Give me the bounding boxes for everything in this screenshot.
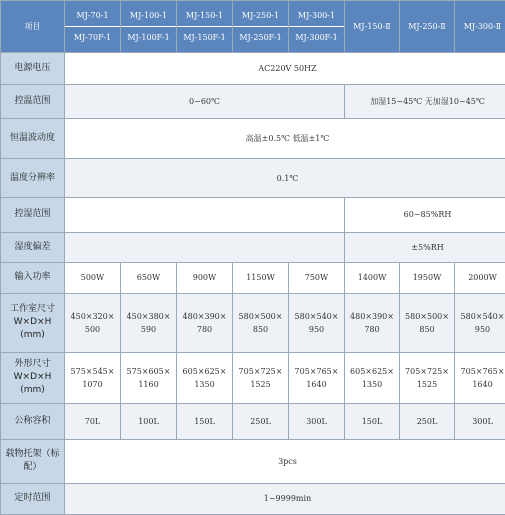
header-model-2 xyxy=(121,1,177,53)
size-wd: 605×625× xyxy=(350,366,394,376)
label-line: 外形尺寸 xyxy=(14,359,51,370)
size-h: 780 xyxy=(364,324,380,334)
volume-cell: 250L xyxy=(400,403,455,439)
size-wd: 705×725× xyxy=(238,366,283,376)
row-value-series-ii: ±5%RH xyxy=(345,232,505,262)
row-empty-series-i xyxy=(65,232,345,262)
header-item-label: 项目 xyxy=(1,1,65,53)
size-h: 1525 xyxy=(250,379,271,389)
volume-cell: 250L xyxy=(233,403,289,439)
row-label: 公称容积 xyxy=(1,403,65,439)
size-h: 1160 xyxy=(138,379,159,389)
header-row xyxy=(1,1,505,53)
size-wd: 450×320× xyxy=(70,311,115,321)
power-cell: 1950W xyxy=(400,262,455,293)
size-wd: 480×390× xyxy=(182,311,227,321)
label-line: (mm) xyxy=(20,385,45,396)
row-temp-range xyxy=(1,85,505,119)
size-h: 590 xyxy=(140,324,157,334)
power-cell: 1150W xyxy=(233,262,289,293)
power-cell: 1400W xyxy=(345,262,400,293)
model-name-f: MJ-250F-1 xyxy=(239,32,282,42)
size-cell xyxy=(121,352,177,403)
size-wd: 580×500× xyxy=(405,311,449,321)
size-h: 1525 xyxy=(416,379,438,389)
size-cell xyxy=(177,352,233,403)
power-cell: 650W xyxy=(121,262,177,293)
row-value: AC220V 50HZ xyxy=(65,52,505,84)
label-line: W×D×H xyxy=(13,317,52,328)
row-humidity-range xyxy=(1,198,505,232)
row-label: 控湿范围 xyxy=(1,198,65,232)
row-label: 恒温波动度 xyxy=(1,119,65,158)
row-input-power xyxy=(1,262,505,293)
row-temp-resolution xyxy=(1,158,505,197)
model-name-f: MJ-70F-1 xyxy=(73,32,112,42)
size-cell xyxy=(345,352,400,403)
size-cell xyxy=(345,293,400,352)
size-cell xyxy=(455,352,505,403)
row-label xyxy=(1,293,65,352)
size-h: 850 xyxy=(419,324,435,334)
header-model-1 xyxy=(65,1,121,53)
row-outer-size xyxy=(1,352,505,403)
volume-cell: 100L xyxy=(121,403,177,439)
size-cell xyxy=(65,352,121,403)
size-h: 950 xyxy=(308,324,325,334)
size-h: 1350 xyxy=(361,379,383,389)
size-cell xyxy=(233,293,289,352)
size-wd: 705×725× xyxy=(405,366,449,376)
power-cell: 2000W xyxy=(455,262,505,293)
size-h: 1070 xyxy=(82,379,103,389)
model-name: MJ-100-1 xyxy=(121,5,176,27)
volume-cell: 70L xyxy=(65,403,121,439)
model-name-f: MJ-300F-1 xyxy=(295,32,338,42)
header-model-ii-3: MJ-300-Ⅱ xyxy=(455,1,505,53)
label-line: (mm) xyxy=(20,330,45,341)
size-cell xyxy=(233,352,289,403)
model-name: MJ-250-1 xyxy=(233,5,288,27)
row-label: 湿度偏差 xyxy=(1,232,65,262)
volume-cell: 150L xyxy=(177,403,233,439)
row-label: 温度分辨率 xyxy=(1,158,65,197)
row-power-supply xyxy=(1,52,505,84)
row-value: 0.1℃ xyxy=(65,158,505,197)
row-volume xyxy=(1,403,505,439)
row-value-series-i: 0~60℃ xyxy=(65,85,345,119)
size-cell xyxy=(400,352,455,403)
row-label: 输入功率 xyxy=(1,262,65,293)
size-cell xyxy=(289,352,345,403)
size-h: 1640 xyxy=(306,379,327,389)
power-cell: 500W xyxy=(65,262,121,293)
row-chamber-size xyxy=(1,293,505,352)
power-cell: 750W xyxy=(289,262,345,293)
size-cell xyxy=(65,293,121,352)
volume-cell: 150L xyxy=(345,403,400,439)
model-name: MJ-70-1 xyxy=(65,5,120,27)
model-name: MJ-150-1 xyxy=(177,5,232,27)
row-value-series-ii: 60~85%RH xyxy=(345,198,505,232)
row-value: 高温±0.5℃ 低温±1℃ xyxy=(65,119,505,158)
row-label: 定时范围 xyxy=(1,483,65,514)
size-h: 850 xyxy=(252,324,269,334)
size-wd: 605×625× xyxy=(182,366,227,376)
row-label: 控温范围 xyxy=(1,85,65,119)
size-cell xyxy=(121,293,177,352)
row-label: 电源电压 xyxy=(1,52,65,84)
volume-cell: 300L xyxy=(455,403,505,439)
model-name-f: MJ-150F-1 xyxy=(183,32,226,42)
row-label xyxy=(1,352,65,403)
size-h: 500 xyxy=(84,324,101,334)
size-h: 780 xyxy=(196,324,213,334)
volume-cell: 300L xyxy=(289,403,345,439)
size-wd: 705×765× xyxy=(294,366,339,376)
size-h: 1640 xyxy=(472,379,493,389)
size-wd: 480×390× xyxy=(350,311,394,321)
label-line: 配） xyxy=(23,462,42,473)
size-wd: 580×540× xyxy=(294,311,339,321)
size-h: 950 xyxy=(474,324,491,334)
header-model-ii-1: MJ-150-Ⅱ xyxy=(345,1,400,53)
header-model-5 xyxy=(289,1,345,53)
row-timer xyxy=(1,483,505,514)
header-model-3 xyxy=(177,1,233,53)
size-wd: 580×500× xyxy=(238,311,283,321)
row-humidity-deviation xyxy=(1,232,505,262)
row-temp-fluctuation xyxy=(1,119,505,158)
model-name: MJ-300-1 xyxy=(289,5,344,27)
size-h: 1350 xyxy=(194,379,215,389)
size-cell xyxy=(177,293,233,352)
row-value: 1~9999min xyxy=(65,483,505,514)
size-wd: 575×605× xyxy=(126,366,171,376)
model-name-f: MJ-100F-1 xyxy=(127,32,170,42)
label-line: W×D×H xyxy=(13,372,52,383)
row-value: 3pcs xyxy=(65,440,505,484)
header-model-4 xyxy=(233,1,289,53)
size-cell xyxy=(400,293,455,352)
power-cell: 900W xyxy=(177,262,233,293)
size-wd: 575×545× xyxy=(70,366,115,376)
row-value-series-ii: 加湿15~45℃ 无加湿10~45℃ xyxy=(345,85,505,119)
header-model-ii-2: MJ-250-Ⅱ xyxy=(400,1,455,53)
label-line: 工作室尺寸 xyxy=(9,304,55,315)
row-empty-series-i xyxy=(65,198,345,232)
size-cell xyxy=(289,293,345,352)
size-wd: 580×540× xyxy=(460,311,505,321)
size-wd: 705×765× xyxy=(460,366,505,376)
row-label xyxy=(1,440,65,484)
size-wd: 450×380× xyxy=(126,311,171,321)
size-cell xyxy=(455,293,505,352)
label-line: 载物托架（标 xyxy=(5,449,60,460)
row-shelves xyxy=(1,440,505,484)
